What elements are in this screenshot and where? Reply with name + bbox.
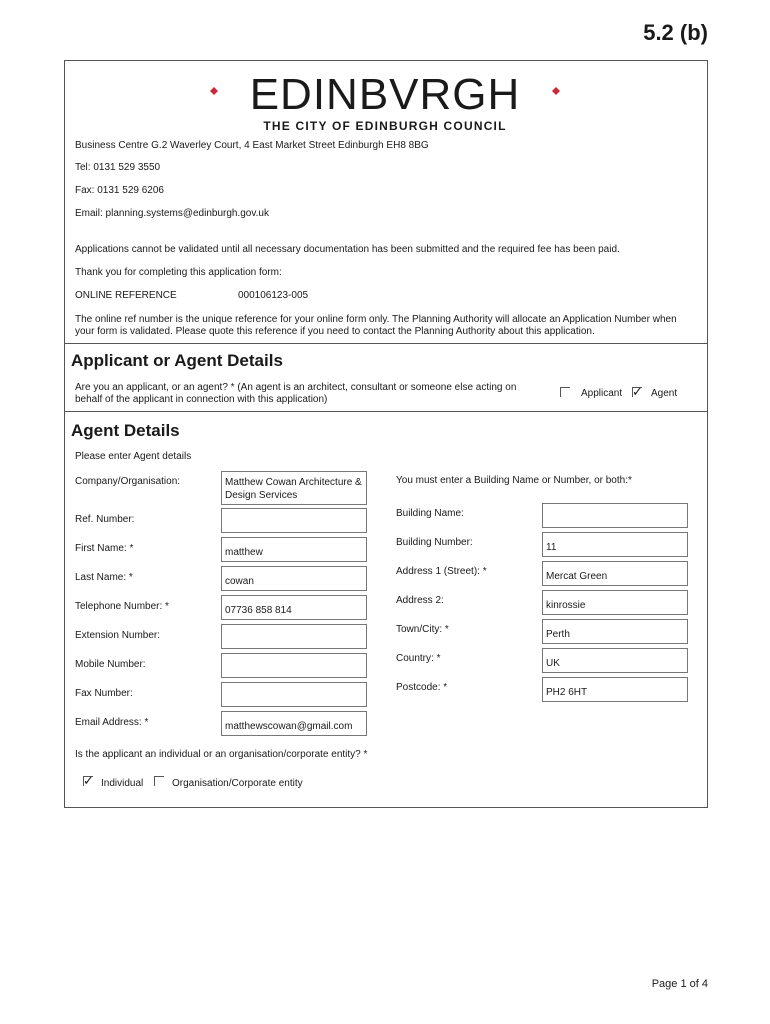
- section-divider: [65, 411, 707, 412]
- first-name-value: matthew: [225, 547, 263, 558]
- council-fax: Fax: 0131 529 6206: [75, 185, 164, 196]
- company-value: Matthew Cowan Architecture & Design Services: [225, 477, 362, 501]
- building-name-field[interactable]: [542, 503, 688, 528]
- telephone-value: 07736 858 814: [225, 605, 292, 616]
- address1-label: Address 1 (Street): *: [396, 566, 487, 577]
- page-number: Page 1 of 4: [651, 978, 708, 990]
- ref-number-label: Ref. Number:: [75, 514, 135, 525]
- postcode-field[interactable]: [542, 677, 688, 702]
- country-value: UK: [546, 658, 560, 669]
- address1-value: Mercat Green: [546, 571, 608, 582]
- address2-field[interactable]: [542, 590, 688, 615]
- individual-option-label: Individual: [101, 778, 144, 789]
- agent-checkmark-icon: ✓: [632, 384, 643, 399]
- application-form-frame: [64, 60, 708, 808]
- company-label: Company/Organisation:: [75, 476, 181, 487]
- logo-wordmark: EDINBVRGH: [249, 70, 521, 119]
- logo-left-diamond: [210, 87, 218, 95]
- extension-label: Extension Number:: [75, 630, 161, 641]
- email-field[interactable]: [221, 711, 367, 736]
- fax-field[interactable]: [221, 682, 367, 707]
- last-name-label: Last Name: *: [75, 572, 133, 583]
- online-reference-label: ONLINE REFERENCE: [75, 290, 177, 301]
- section-divider: [65, 343, 707, 344]
- applicant-agent-heading: Applicant or Agent Details: [71, 351, 283, 370]
- town-city-value: Perth: [546, 629, 570, 640]
- mobile-label: Mobile Number:: [75, 659, 146, 670]
- building-note: You must enter a Building Name or Number, or both:*: [396, 475, 632, 486]
- applicant-checkbox[interactable]: [560, 387, 570, 397]
- fax-label: Fax Number:: [75, 688, 133, 699]
- country-label: Country: *: [396, 653, 441, 664]
- validation-notice: Applications cannot be validated until all necessary documentation has been submitted and the required fee has been paid.: [75, 244, 620, 255]
- last-name-field[interactable]: [221, 566, 367, 591]
- edinburgh-logo-graphic: [205, 69, 565, 133]
- entity-question: Is the applicant an individual or an organisation/corporate entity? *: [75, 749, 368, 760]
- building-number-field[interactable]: [542, 532, 688, 557]
- building-name-label: Building Name:: [396, 508, 464, 519]
- address2-label: Address 2:: [396, 595, 444, 606]
- council-logo: [205, 69, 565, 133]
- country-field[interactable]: [542, 648, 688, 673]
- council-address: Business Centre G.2 Waverley Court, 4 East Market Street Edinburgh EH8 8BG: [75, 140, 429, 151]
- town-city-field[interactable]: [542, 619, 688, 644]
- telephone-field[interactable]: [221, 595, 367, 620]
- address1-field[interactable]: [542, 561, 688, 586]
- online-reference-note: The online ref number is the unique reference for your online form only. The Planning Authority will allocate an Application Number when your form is validated. Please quote this reference if you need to contact the Planning Authority about this application.: [75, 314, 677, 337]
- mobile-field[interactable]: [221, 653, 367, 678]
- online-reference-value: 000106123-005: [238, 290, 309, 301]
- company-field[interactable]: [221, 471, 367, 505]
- applicant-option-label: Applicant: [581, 388, 623, 399]
- email-value: matthewscowan@gmail.com: [225, 721, 353, 732]
- council-telephone: Tel: 0131 529 3550: [75, 162, 161, 173]
- organisation-checkbox[interactable]: [154, 776, 164, 786]
- individual-checkmark-icon: ✓: [83, 773, 94, 788]
- document-reference: 5.2 (b): [643, 20, 708, 45]
- town-city-label: Town/City: *: [396, 624, 449, 635]
- agent-option-label: Agent: [651, 388, 678, 399]
- building-number-label: Building Number:: [396, 537, 473, 548]
- address2-value: kinrossie: [546, 600, 586, 611]
- applicant-agent-question: Are you an applicant, or an agent? * (An agent is an architect, consultant or someone else acting on behalf of the applicant in connection with this application): [75, 382, 517, 405]
- first-name-field[interactable]: [221, 537, 367, 562]
- agent-details-intro: Please enter Agent details: [75, 451, 192, 462]
- last-name-value: cowan: [225, 576, 254, 587]
- ref-number-field[interactable]: [221, 508, 367, 533]
- agent-details-heading: Agent Details: [71, 421, 180, 440]
- postcode-value: PH2 6HT: [546, 687, 588, 698]
- organisation-option-label: Organisation/Corporate entity: [172, 778, 303, 789]
- postcode-label: Postcode: *: [396, 682, 448, 693]
- extension-field[interactable]: [221, 624, 367, 649]
- telephone-label: Telephone Number: *: [75, 601, 169, 612]
- logo-right-diamond: [552, 87, 560, 95]
- email-label: Email Address: *: [75, 717, 149, 728]
- logo-subtitle: THE CITY OF EDINBURGH COUNCIL: [263, 119, 507, 133]
- first-name-label: First Name: *: [75, 543, 134, 554]
- thank-you-text: Thank you for completing this application form:: [75, 267, 282, 278]
- council-email: Email: planning.systems@edinburgh.gov.uk: [75, 208, 269, 219]
- building-number-value: 11: [546, 542, 557, 553]
